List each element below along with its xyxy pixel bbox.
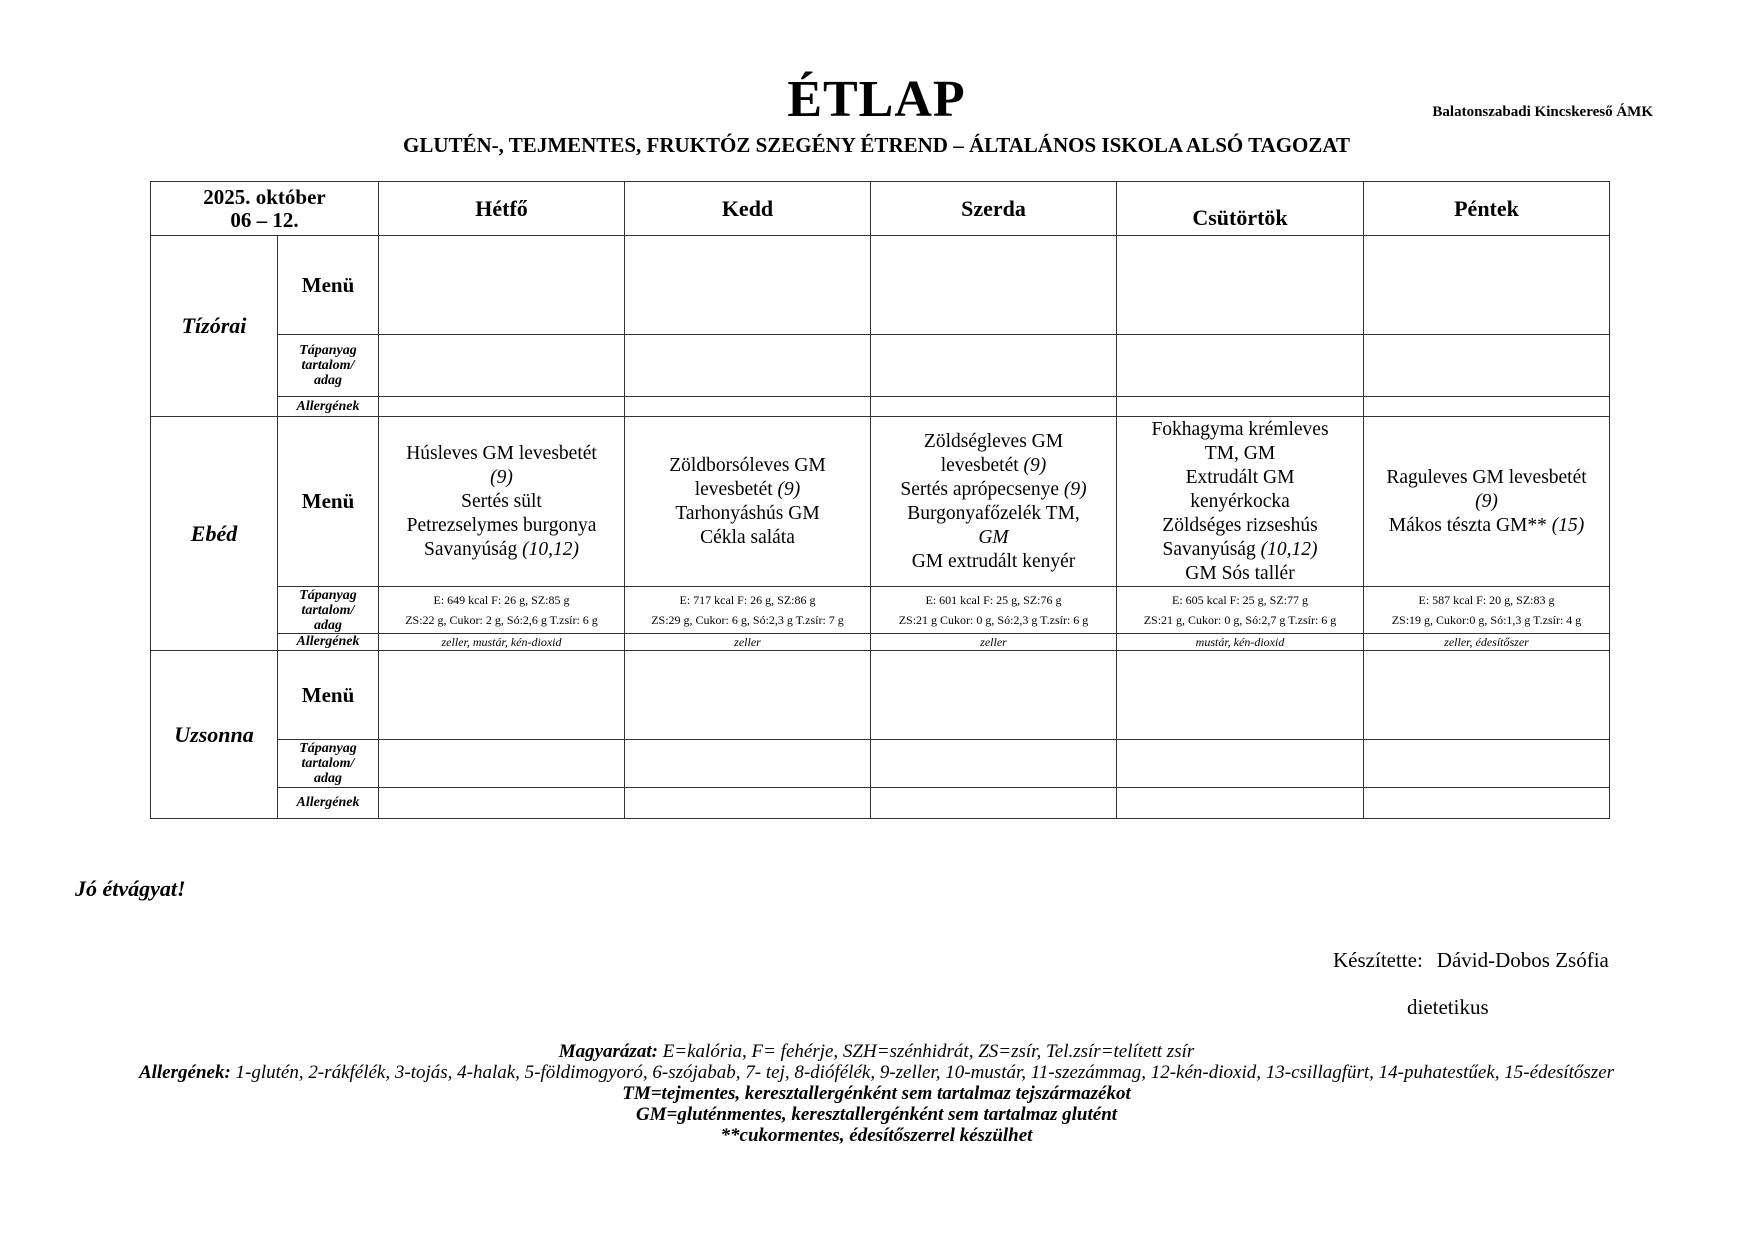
allergen-cell-pentek: zeller, édesítőszer — [1364, 634, 1610, 651]
allergen-cell-hetfo: zeller, mustár, kén-dioxid — [379, 634, 625, 651]
legend-allergens — [100, 1062, 1653, 1083]
allergen-code: (9) — [490, 466, 513, 488]
nutrient-label-line2: tartalom/ — [301, 602, 355, 618]
menu-cell — [1364, 651, 1610, 740]
nutrient-label — [278, 587, 379, 634]
legend — [0, 1041, 1753, 1146]
organization-name: Balatonszabadi Kincskereső ÁMK — [1432, 104, 1653, 120]
day-header-szerda: Szerda — [871, 182, 1117, 236]
day-header-pentek: Péntek — [1364, 182, 1610, 236]
allergen-cell — [625, 397, 871, 417]
nutrient-line: E: 601 kcal F: 25 g, SZ:76 g — [925, 593, 1062, 607]
menu-cell — [625, 236, 871, 335]
dish-line: TM, GM — [1204, 442, 1276, 464]
page-subtitle: GLUTÉN-, TEJMENTES, FRUKTÓZ SZEGÉNY ÉTREND – ÁLTALÁNOS ISKOLA ALSÓ TAGOZAT — [403, 133, 1350, 157]
dish-line: GM extrudált kenyér — [911, 550, 1076, 572]
dish-line: Cékla saláta — [700, 526, 795, 548]
allergen-cell — [625, 788, 871, 819]
allergen-code: (9) — [777, 478, 801, 500]
dish-line: levesbetét — [694, 478, 778, 500]
allergen-label: Allergének — [278, 397, 379, 417]
nutrient-line: ZS:21 g, Cukor: 0 g, Só:2,7 g T.zsír: 6 g — [1143, 613, 1337, 627]
nutrient-label-line1: Tápanyag — [299, 587, 357, 603]
dish-line: Tarhonyáshús GM — [675, 502, 820, 524]
nutrient-cell-csutortok — [1117, 587, 1364, 634]
nutrient-cell — [379, 740, 625, 788]
menu-cell — [379, 236, 625, 335]
meal-label-uzsonna: Uzsonna — [151, 651, 278, 819]
menu-cell-pentek — [1364, 417, 1610, 587]
meal-label-ebed: Ebéd — [151, 417, 278, 651]
nutrient-line: E: 587 kcal F: 20 g, SZ:83 g — [1418, 593, 1555, 607]
day-header-hetfo: Hétfő — [379, 182, 625, 236]
legend-explanation — [0, 1041, 1753, 1062]
allergen-code: (10,12) — [1260, 538, 1318, 560]
dish-line: Savanyúság — [424, 538, 523, 560]
nutrient-line: E: 649 kcal F: 26 g, SZ:85 g — [433, 593, 570, 607]
nutrient-label-line3: adag — [314, 771, 342, 786]
legend-text: E=kalória, F= fehérje, SZH=szénhidrát, ZS=zsír, Tel.zsír=telített zsír — [657, 1041, 1195, 1062]
menu-cell — [625, 651, 871, 740]
dish-line: levesbetét — [940, 454, 1024, 476]
dish-line: Sertés aprópecsenye — [900, 478, 1064, 500]
allergen-cell — [379, 397, 625, 417]
menu-cell — [1364, 236, 1610, 335]
menu-cell — [379, 651, 625, 740]
week-date-line2: 06 – 12. — [230, 207, 299, 232]
nutrient-label-line2: tartalom/ — [301, 358, 355, 373]
allergen-cell — [871, 788, 1117, 819]
nutrient-cell — [871, 740, 1117, 788]
nutrient-cell-szerda — [871, 587, 1117, 634]
ebed-menu-row — [151, 417, 1610, 587]
ebed-nutrient-row — [151, 587, 1610, 634]
dish-line: Sertés sült — [461, 490, 542, 512]
dish-line: Mákos tészta GM** — [1388, 514, 1552, 536]
dish-line: Savanyúság — [1162, 538, 1261, 560]
nutrient-cell — [871, 335, 1117, 397]
sugar-free-note: **cukormentes, édesítőszerrel készülhet — [720, 1125, 1033, 1146]
nutrient-cell-hetfo — [379, 587, 625, 634]
allergen-cell — [1117, 788, 1364, 819]
allergen-cell — [1364, 788, 1610, 819]
nutrient-cell — [1117, 740, 1364, 788]
nutrient-cell — [1364, 740, 1610, 788]
nutrient-cell-kedd — [625, 587, 871, 634]
nutrient-label-line2: tartalom/ — [301, 756, 355, 771]
nutrient-label — [278, 740, 379, 788]
nutrient-line: E: 605 kcal F: 25 g, SZ:77 g — [1172, 593, 1308, 607]
nutrient-cell — [1364, 335, 1610, 397]
allergens-label: Allergének: — [138, 1062, 231, 1083]
meal-label-tizorai: Tízórai — [151, 236, 278, 417]
page-title: ÉTLAP — [787, 71, 966, 128]
day-header-csutortok: Csütörtök — [1117, 182, 1364, 236]
nutrient-cell — [379, 335, 625, 397]
dish-line: Zöldborsóleves GM — [669, 454, 826, 476]
menu-cell — [871, 651, 1117, 740]
nutrient-label-line1: Tápanyag — [299, 343, 357, 358]
allergen-code: (10,12) — [522, 538, 579, 560]
allergen-cell-kedd: zeller — [625, 634, 871, 651]
nutrient-line: ZS:19 g, Cukor:0 g, Só:1,3 g T.zsír: 4 g — [1391, 613, 1582, 627]
allergens-text: 1-glutén, 2-rákfélék, 3-tojás, 4-halak, 5-földimogyoró, 6-szójabab, 7- tej, 8-diófélék, 9-zeller, 10-mustár, 11-szezámmag, 12-kén-dioxid, 13-csillagfürt, 14-puhatestűek, 15-édesítőszer — [230, 1062, 1615, 1083]
week-date-line1: 2025. október — [203, 184, 326, 209]
dish-line: kenyérkocka — [1190, 490, 1290, 512]
allergen-code: (15) — [1551, 514, 1585, 536]
nutrient-label-line3: adag — [314, 617, 342, 633]
menu-cell — [1117, 651, 1364, 740]
menu-cell-csutortok — [1117, 417, 1364, 587]
allergen-cell — [379, 788, 625, 819]
tizorai-allergen-row — [151, 397, 1610, 417]
allergen-cell — [1364, 397, 1610, 417]
allergen-code: (9) — [1063, 478, 1087, 500]
prepared-name: Dávid-Dobos Zsófia — [1436, 948, 1609, 972]
dish-line: Zöldségleves GM — [923, 430, 1064, 452]
menu-cell-szerda — [871, 417, 1117, 587]
nutrient-line: E: 717 kcal F: 26 g, SZ:86 g — [679, 593, 816, 607]
nutrient-cell-pentek — [1364, 587, 1610, 634]
tm-note: TM=tejmentes, keresztallergénként sem tartalmaz tejszármazékot — [622, 1083, 1131, 1104]
menu-cell-hetfo — [379, 417, 625, 587]
ebed-allergen-row — [151, 634, 1610, 651]
week-date-cell — [151, 182, 379, 236]
dish-line: Extrudált GM — [1185, 466, 1295, 488]
allergen-cell — [871, 397, 1117, 417]
menu-cell-kedd — [625, 417, 871, 587]
allergen-code: (9) — [1475, 490, 1498, 512]
nutrient-line: ZS:21 g Cukor: 0 g, Só:2,3 g T.zsír: 6 g — [898, 613, 1089, 627]
allergen-cell-csutortok: mustár, kén-dioxid — [1117, 634, 1364, 651]
nutrient-label-line1: Tápanyag — [299, 741, 357, 756]
gm-note: GM=gluténmentes, keresztallergénként sem tartalmaz glutént — [635, 1104, 1118, 1125]
uzsonna-menu-row — [151, 651, 1610, 740]
prepared-label: Készítette: — [1333, 948, 1423, 972]
dish-line: Raguleves GM levesbetét — [1386, 466, 1587, 488]
nutrient-cell — [625, 335, 871, 397]
menu-cell — [1117, 236, 1364, 335]
legend-label: Magyarázat: — [558, 1041, 658, 1062]
dish-line: GM Sós tallér — [1185, 562, 1295, 584]
prepared-title: dietetikus — [1407, 995, 1489, 1019]
nutrient-cell — [625, 740, 871, 788]
header-row — [151, 182, 1610, 236]
uzsonna-allergen-row — [151, 788, 1610, 819]
allergen-code: (9) — [1023, 454, 1047, 476]
dish-line: Burgonyafőzelék TM, — [907, 502, 1080, 524]
dish-line: Zöldséges rizseshús — [1162, 514, 1318, 536]
menu-label: Menü — [278, 417, 379, 587]
allergen-label: Allergének — [278, 634, 379, 651]
menu-cell — [871, 236, 1117, 335]
prepared-by — [1333, 948, 1609, 973]
menu-table — [150, 181, 1610, 819]
nutrient-line: ZS:29 g, Cukor: 6 g, Só:2,3 g T.zsír: 7 g — [651, 613, 844, 627]
menu-label: Menü — [278, 236, 379, 335]
uzsonna-nutrient-row — [151, 740, 1610, 788]
nutrient-line: ZS:22 g, Cukor: 2 g, Só:2,6 g T.zsír: 6 g — [405, 613, 598, 627]
dish-line: GM — [978, 526, 1009, 548]
allergen-cell — [1117, 397, 1364, 417]
greeting: Jó étvágyat! — [75, 876, 186, 901]
allergen-label: Allergének — [278, 788, 379, 819]
nutrient-label — [278, 335, 379, 397]
dish-line: Fokhagyma krémleves — [1151, 418, 1329, 440]
nutrient-cell — [1117, 335, 1364, 397]
menu-label: Menü — [278, 651, 379, 740]
day-header-kedd: Kedd — [625, 182, 871, 236]
dish-line: Húsleves GM levesbetét — [406, 442, 597, 464]
tizorai-nutrient-row — [151, 335, 1610, 397]
tizorai-menu-row — [151, 236, 1610, 335]
nutrient-label-line3: adag — [314, 373, 342, 388]
allergen-cell-szerda: zeller — [871, 634, 1117, 651]
dish-line: Petrezselymes burgonya — [406, 514, 597, 536]
